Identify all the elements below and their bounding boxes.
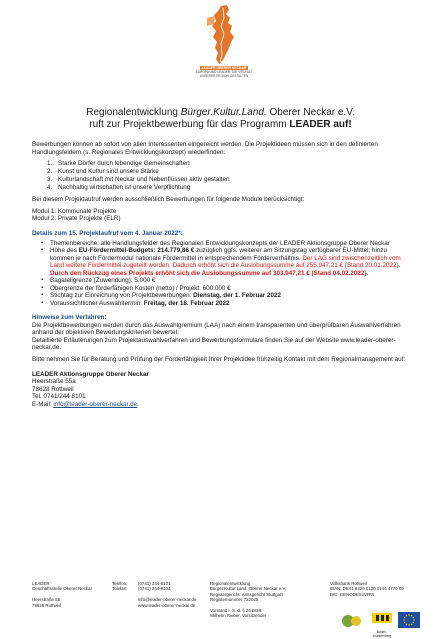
footer-website[interactable]: www.leader-oberer-neckar.de [138,602,196,608]
footer-col-office [32,581,107,608]
list-item: 3. Kulturlandschaft mit Neckar und Nebenflüssen aktiv gestalten [54,176,412,184]
footer-col-contact [138,581,213,608]
title-post: Oberer Neckar e.V. [266,107,355,118]
title-line2-bold: LEADER auf! [289,119,352,130]
footer-text: (0741) 244-8104 [138,586,171,592]
modules-intro: Bei diesem Projektaufruf werden ausschließlich Bewerbungen für folgende Module berücksichtigt: [32,196,305,204]
budget-pre: Höhe des [50,247,79,255]
module-1: Modul 1: Kommunale Projekte [32,207,117,215]
hinweise-text: Die Projektbewerbungen werden durch das Auswahlgremium (LAA) nach einem transparenten und überprüfbaren Auswahlverfahren anhand der objektiven Bewertungskriterien bewertet. [32,321,401,337]
footer-text: Wilhelm Rieber, Vorsitzender [210,613,267,619]
footer-text: Vorstand i. S. d. § 26 BGB: [210,608,263,614]
detail-obergrenze: ▪ Obergrenze der förderfähigen Kosten (netto) / Projekt: 600.000 € [50,285,412,293]
email-link[interactable]: info@leader-oberer-neckar.de [53,401,138,408]
budget-amount: EU-Fördermittel-Budgets: 214.779,86 € [78,247,195,255]
footer-text: Bürger.Kultur.Land. Oberer Neckar e.V. [210,586,287,592]
eu-flag-icon [398,612,420,628]
footer-text: IBAN: DE41 6429 0120 0144 4770 09 [330,586,404,592]
document-body [32,141,412,409]
hinweise-text-2: Detaillierte Erläuterungen zum Projektauswahlverfahren und Bewerbungsformulare finden Sie auf der Website www.leader-oberer-neckar.de. [32,336,396,352]
details-heading: Details zum 15. Projektaufruf vom 4. Januar 2022*: [32,229,183,237]
bw-text: Baden-Württemberg [372,630,392,638]
footer-text: Registernummer 722025 [210,597,259,603]
footer-col-labels [112,581,137,592]
list-item: 1. Starke Dörfer durch lebendige Gemeinschaften [54,160,412,168]
footer-text: Geschäftsstelle Oberer Neckar [32,586,93,592]
logo-line1: LEADER OBERER NECKAR [201,66,247,70]
footer-text: Registergericht: Amtsgericht Stuttgart [210,591,283,597]
footer-text: 78628 Rottweil [32,602,62,608]
detail-stichtag [50,292,412,300]
footer-text: Volksbank Rottweil [330,581,367,586]
fields-list [32,160,412,192]
email-label: E-Mail: [32,401,54,408]
details-list [32,240,412,308]
title-pre: Regionalentwicklung [86,107,181,118]
title-line2: ruft zur Projektbewerbung für das Programm [89,119,290,130]
contact-email-line [32,401,412,409]
contact-street: Heerstraße 55a [32,378,76,386]
stichtag-label: Stichtag zur Einreichung von Projektbewerbungen: [50,292,194,300]
detail-auswahl [50,300,412,308]
stichtag-date: Dienstag, der 1. Februar 2022 [193,292,282,300]
title-italic: Bürger.Kultur.Land. [180,107,267,118]
contact-tel: Tel. 0741/244 8101 [32,393,86,401]
footer-col-bank [330,581,415,597]
auswahl-date: Freitag, der 18. Februar 2022 [143,299,230,307]
intro-text: Bewerbungen können ab sofort von allen Interessenten eingereicht werden. Die Projektideen müssen sich in den definierten Handlungsfeldern (s. Regionales Entwicklungskonzept) wiederfinden: [32,141,378,156]
footer-text: Regionalentwicklung [210,581,251,586]
footer-text: Heerstraße 55 [32,597,61,603]
contact-name: LEADER Aktionsgruppe Oberer Neckar [32,370,149,378]
footer-email[interactable]: info@leader-oberer-neckar.de [138,597,197,603]
hinweise-heading: Hinweise zum Verfahren: [32,314,107,322]
detail-budget [50,247,412,277]
module-2: Modul 2: Private Projekte (ELR) [32,215,121,223]
detail-themes: ▪ Themenbereiche: alle Handlungsfelder des Regionalen Entwicklungskonzepts der LEADER Aktionsgruppe Oberer Neckar [50,240,412,248]
logo-line3: UNSERER REGION GESTALTEN [199,74,249,78]
budget-post: zuzüglich ggfs. weiterer am Sitzungstag verfügbarer EU-Mittel; hinzu kommen je nach Fördermodul nationale Fördermittel in entsprechendem Förderverhältnis. [50,247,388,262]
contact-city: 78628 Rottweil [32,385,74,393]
footer-text: (0741) 244-8101 [138,581,171,586]
baden-wuerttemberg-logo [370,612,394,638]
footer-text: LEADER [32,581,50,586]
detail-bagatell: ▪ Bagatellgrenze (Zuwendung): 5.000 € [50,277,412,285]
footer-text: Telefon: [112,581,128,586]
footer-col-association [210,581,310,619]
list-item: 2. Kunst und Kultur sind unsere Stärke [54,168,412,176]
logo-line2: EUROPA UND LEADER: DIE VIELFALT [195,70,253,74]
page-title [0,107,441,131]
list-item: 4. Nachhaltig wirtschaften ist unsere Verpflichtung [54,184,412,192]
auswahl-label: Voraussichtlicher Auswahltermin: [50,299,144,307]
footer-text: Telefax: [112,586,128,592]
leader-small-logo [340,613,364,629]
beratung-text: Bitte nehmen Sie für Beratung und Prüfung der Förderfähigkeit Ihrer Projektidee frühzeitig Kontakt mit dem Regionalmanagement auf: [32,356,406,364]
footer-text: BIC: GENODES1VRW [330,591,375,597]
budget-update: Der LAG sind zwischenzeitlich vom Land weitere Fördermittel zugeteilt worden. Dadurch erhöht sich die Auslobungssumme auf 255.947,21 € (Stand 20.01.2022). [50,254,401,270]
budget-update-bold: Durch den Rückzug eines Projekts erhöht sich die Auslobungssumme auf 303.947,21 € (Stand 04.02.2022). [50,269,369,277]
region-map-icon [199,4,249,66]
logo-caption [184,66,264,78]
